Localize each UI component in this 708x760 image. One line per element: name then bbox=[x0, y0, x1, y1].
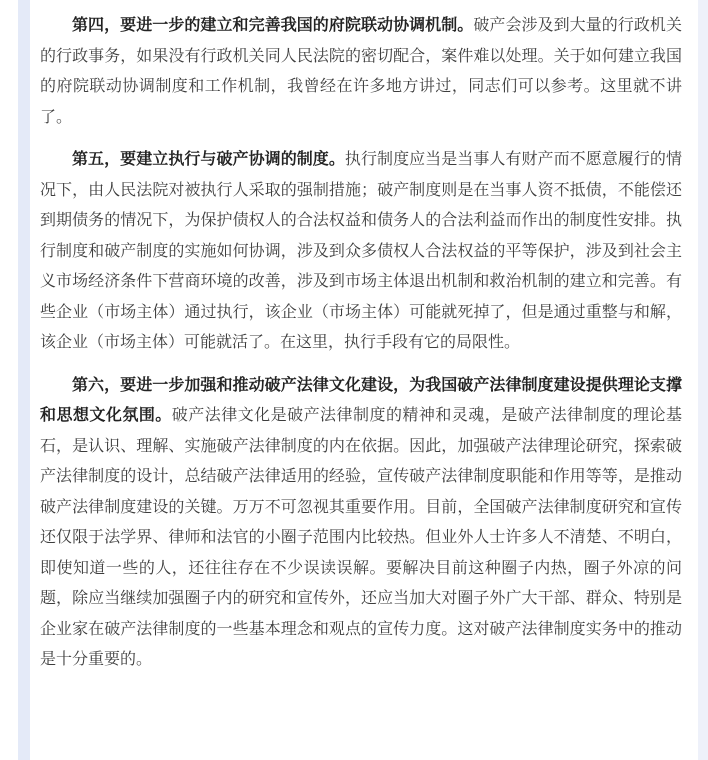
paragraph-text: 破产会涉及到大量的行政机关的行政事务，如果没有行政机关同人民法院的密切配合，案件难以处理。关于如何建立我国的府院联动协调制度和工作机制，我曾经在许多地方讲过，同志们可以参考。这里就不讲了。 bbox=[40, 15, 682, 126]
paragraph-4 bbox=[40, 10, 682, 132]
right-decorative-bar bbox=[698, 0, 708, 760]
paragraph-text: 执行制度应当是当事人有财产而不愿意履行的情况下，由人民法院对被执行人采取的强制措施；破产制度则是在当事人资不抵债，不能偿还到期债务的情况下，为保护债权人的合法权益和债务人的合法利益而作出的制度性安排。执行制度和破产制度的实施如何协调，涉及到众多债权人合法权益的平等保护，涉及到社会主义市场经济条件下营商环境的改善，涉及到市场主体退出机制和救治机制的建立和完善。有些企业（市场主体）通过执行，该企业（市场主体）可能就死掉了，但是通过重整与和解，该企业（市场主体）可能就活了。在这里，执行手段有它的局限性。 bbox=[40, 149, 682, 351]
paragraph-text: 破产法律文化是破产法律制度的精神和灵魂，是破产法律制度的理论基石，是认识、理解、实施破产法律制度的内在依据。因此，加强破产法律理论研究，探索破产法律制度的设计，总结破产法律适用的经验，宣传破产法律制度职能和作用等等，是推动破产法律制度建设的关键。万万不可忽视其重要作用。目前，全国破产法律制度研究和宣传还仅限于法学界、律师和法官的小圈子范围内比较热。但业外人士许多人不清楚、不明白，即使知道一些的人，还往往存在不少误读误解。要解决目前这种圈子内热，圈子外凉的问题，除应当继续加强圈子内的研究和宣传外，还应当加大对圈子外广大干部、群众、特别是企业家在破产法律制度的一些基本理念和观点的宣传力度。这对破产法律制度实务中的推动是十分重要的。 bbox=[40, 405, 682, 668]
paragraph-6 bbox=[40, 370, 682, 675]
paragraph-5 bbox=[40, 144, 682, 358]
paragraph-lead: 第五，要建立执行与破产协调的制度。 bbox=[72, 149, 345, 168]
left-decorative-bar bbox=[18, 0, 30, 760]
paragraph-lead: 第六，要进一步加强和推动破产法律文化建设，为我国破产法律制度建设提供理论支撑和思想文化氛围。 bbox=[40, 374, 682, 424]
article-body bbox=[40, 10, 682, 675]
paragraph-lead: 第四，要进一步的建立和完善我国的府院联动协调机制。 bbox=[72, 15, 474, 34]
